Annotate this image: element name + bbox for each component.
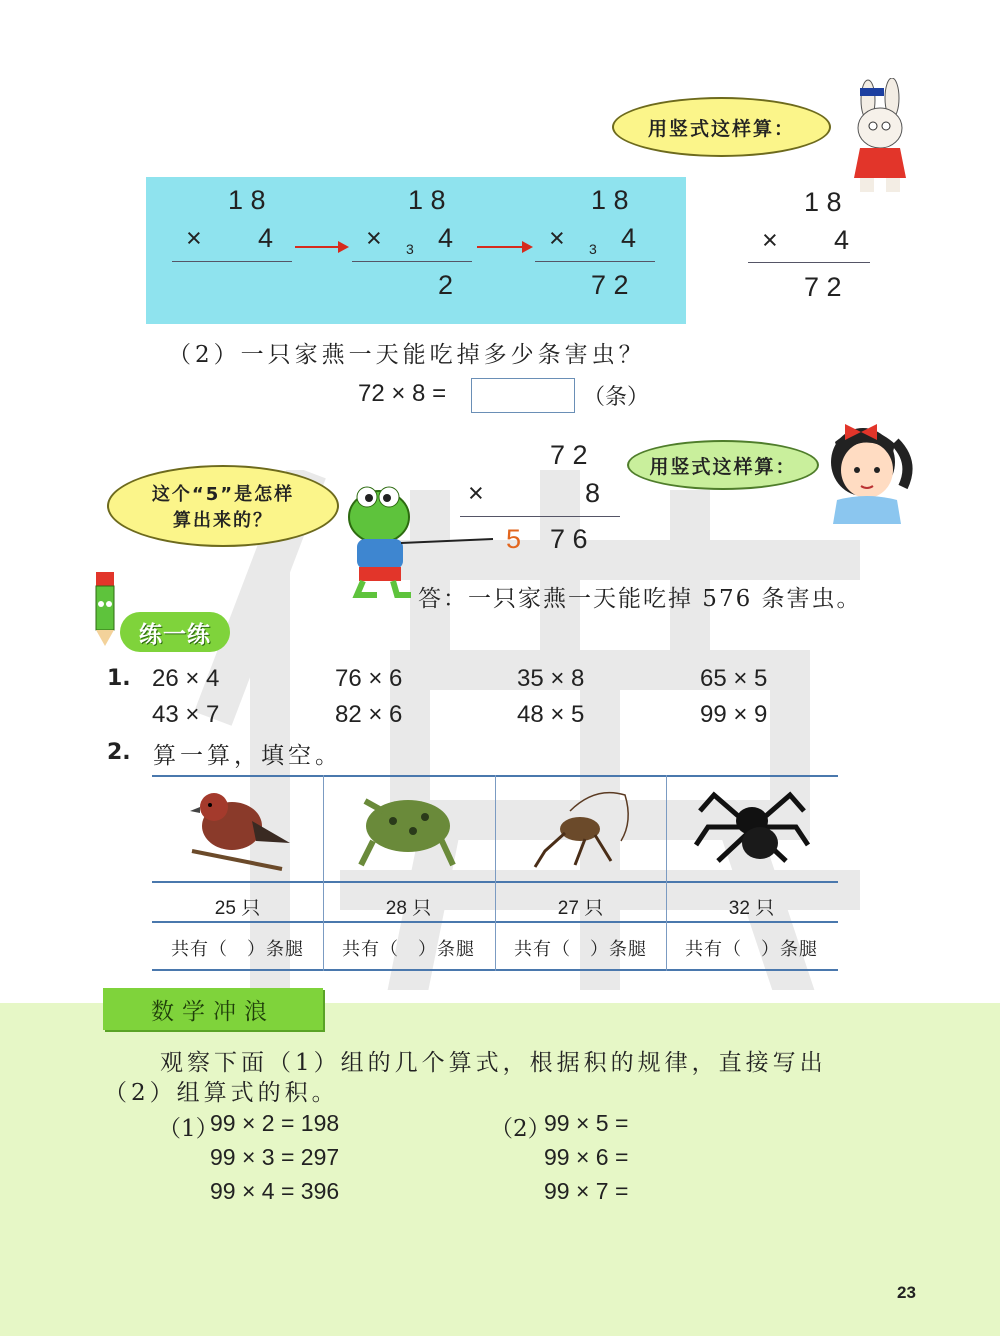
spider-count: 32 只 <box>728 898 775 919</box>
calc-step-1 <box>170 185 300 315</box>
calc-step-2 <box>350 185 480 315</box>
legs-answer[interactable]: 共有（ ）条腿 <box>514 939 647 960</box>
calc-top-number: 1 8 <box>228 185 266 215</box>
pencil-icon <box>80 568 130 648</box>
exercise-1-item: 82 × 6 <box>335 701 403 728</box>
group-2-equation[interactable]: 99 × 7 = <box>544 1178 629 1204</box>
math-surf-badge: 数学冲浪 <box>103 988 323 1030</box>
group-1-equation: 99 × 2 = 198 <box>210 1110 340 1136</box>
times-sign: × <box>366 223 382 253</box>
exercise-2-number: 2. <box>107 740 131 765</box>
exercise-1-item: 76 × 6 <box>335 665 403 692</box>
calc-multiplier: 4 <box>621 223 637 253</box>
frog-bubble-line1: 这个“5”是怎样 <box>151 484 295 505</box>
surf-instruction-line2: （2）组算式的积。 <box>104 1080 339 1106</box>
carry-result-digit: 5 <box>506 524 522 554</box>
frog-bubble-line2: 算出来的？ <box>173 510 273 531</box>
calc-top-number: 1 8 <box>408 185 446 215</box>
group-2-label: （2） <box>490 1116 551 1142</box>
group-1-equation: 99 × 3 = 297 <box>210 1144 340 1170</box>
calc-step-3 <box>533 185 663 315</box>
calc-result: 7 6 <box>550 524 588 554</box>
frog-speech-bubble <box>107 465 339 547</box>
question-2-equation: 72 × 8 = <box>358 380 447 407</box>
answer-sentence: 答：一只家燕一天能吃掉 576 条害虫。 <box>418 586 862 612</box>
calc-rule <box>535 261 655 262</box>
frog-icon <box>353 781 463 873</box>
calc-rule <box>748 262 870 263</box>
table-column-frog <box>323 775 494 971</box>
step-arrow-1 <box>295 246 347 248</box>
exercise-1-number: 1. <box>107 666 131 691</box>
calc-rule <box>172 261 292 262</box>
exercise-2-text: 算一算，填空。 <box>153 743 342 769</box>
frog-count: 28 只 <box>385 898 432 919</box>
bird-count: 25 只 <box>214 898 261 919</box>
times-sign: × <box>549 223 565 253</box>
calc-final <box>748 187 878 317</box>
exercise-1-item: 26 × 4 <box>152 665 220 692</box>
girl-bubble-text: 用竖式这样算： <box>649 455 797 478</box>
calc-top-number: 7 2 <box>550 440 588 470</box>
rabbit-teacher-illustration <box>840 78 920 196</box>
bird-icon <box>182 781 292 873</box>
step-arrow-2 <box>477 246 531 248</box>
page-number: 23 <box>897 1283 916 1302</box>
calc-multiplier: 8 <box>585 478 601 508</box>
legs-answer[interactable]: 共有（ ）条腿 <box>171 939 304 960</box>
spider-icon <box>694 781 810 877</box>
exercise-1-item: 43 × 7 <box>152 701 220 728</box>
calc-72x8 <box>460 440 630 560</box>
table-column-bird <box>152 775 323 971</box>
calc-result: 7 2 <box>804 272 842 302</box>
cricket-icon <box>525 781 635 873</box>
calc-result: 7 2 <box>591 270 629 300</box>
group-1-label: （1） <box>158 1116 219 1142</box>
calc-rule <box>352 261 472 262</box>
practice-badge: 练一练 <box>120 612 230 652</box>
carry-digit: 3 <box>589 241 597 257</box>
calc-top-number: 1 8 <box>804 187 842 217</box>
table-column-cricket <box>495 775 666 971</box>
calc-partial-result: 2 <box>438 270 454 300</box>
surf-instruction-line1: 观察下面（1）组的几个算式，根据积的规律，直接写出 <box>160 1050 827 1076</box>
girl-illustration <box>815 412 917 524</box>
group-1-equation: 99 × 4 = 396 <box>210 1178 340 1204</box>
calc-top-number: 1 8 <box>591 185 629 215</box>
times-sign: × <box>468 478 484 508</box>
times-sign: × <box>186 223 202 253</box>
table-column-spider <box>666 775 837 971</box>
animal-legs-table <box>152 775 838 971</box>
calc-rule <box>460 516 620 517</box>
answer-box[interactable] <box>471 378 575 413</box>
carry-digit: 3 <box>406 241 414 257</box>
girl-speech-bubble <box>627 440 819 490</box>
exercise-1-item: 48 × 5 <box>517 701 585 728</box>
unit-label: （条） <box>583 385 650 410</box>
calc-multiplier: 4 <box>834 225 850 255</box>
legs-answer[interactable]: 共有（ ）条腿 <box>342 939 475 960</box>
times-sign: × <box>762 225 778 255</box>
exercise-1-item: 99 × 9 <box>700 701 768 728</box>
exercise-1-item: 35 × 8 <box>517 665 585 692</box>
group-2-equation[interactable]: 99 × 5 = <box>544 1110 629 1136</box>
calc-multiplier: 4 <box>438 223 454 253</box>
group-2-equation[interactable]: 99 × 6 = <box>544 1144 629 1170</box>
exercise-1-item: 65 × 5 <box>700 665 768 692</box>
legs-answer[interactable]: 共有（ ）条腿 <box>685 939 818 960</box>
question-2-text: （2）一只家燕一天能吃掉多少条害虫？ <box>168 342 646 368</box>
rabbit-speech-bubble <box>612 97 831 157</box>
cricket-count: 27 只 <box>557 898 604 919</box>
rabbit-bubble-text: 用竖式这样算： <box>647 117 795 140</box>
calc-multiplier: 4 <box>258 223 274 253</box>
